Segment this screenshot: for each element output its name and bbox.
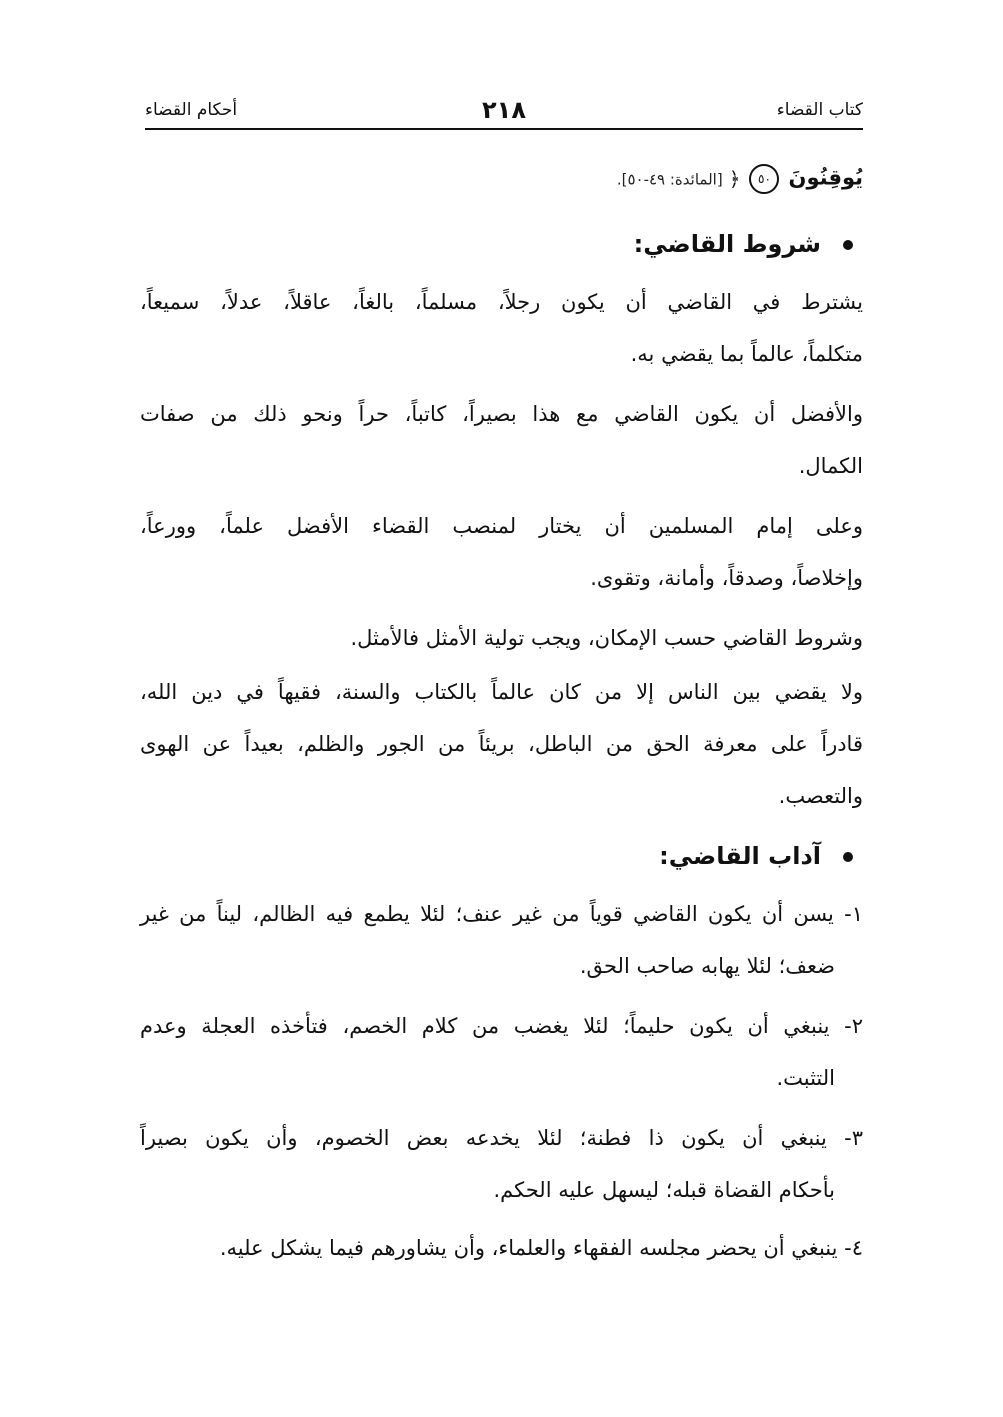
page-number: ٢١٨ (482, 96, 526, 124)
paragraph-line: ولا يقضي بين الناس إلا من كان عالماً بالكتاب والسنة، فقيهاً في دين الله، (140, 680, 863, 704)
paragraph-line: والتعصب. (778, 784, 863, 808)
bullet-icon (843, 240, 853, 250)
header-section-title: أحكام القضاء (145, 100, 238, 120)
verse-reference: [المائدة: ٤٩-٥٠]. (616, 170, 723, 189)
list-item-line: ٢- ينبغي أن يكون حليماً؛ لئلا يغضب من كلام الخصم، فتأخذه العجلة وعدم (140, 1014, 863, 1038)
paragraph-line: وشروط القاضي حسب الإمكان، ويجب تولية الأمثل فالأمثل. (350, 626, 863, 650)
section-heading-text: شروط القاضي: (633, 230, 821, 258)
quran-verse-word: يُوقِنُونَ (788, 165, 863, 190)
paragraph-line: وإخلاصاً، وصدقاً، وأمانة، وتقوى. (590, 566, 863, 590)
paragraph-line: يشترط في القاضي أن يكون رجلاً، مسلماً، بالغاً، عاقلاً، عدلاً، سميعاً، (140, 290, 863, 314)
header-chapter-title: كتاب القضاء (776, 100, 863, 120)
verse-end-line (617, 164, 863, 194)
list-item-line: بأحكام القضاة قبله؛ ليسهل عليه الحكم. (493, 1178, 835, 1202)
header-divider (145, 128, 863, 130)
list-item-line: التثبت. (776, 1066, 835, 1090)
paragraph-line: والأفضل أن يكون القاضي مع هذا بصيراً، كاتباً، حراً ونحو ذلك من صفات (140, 402, 863, 426)
list-item-line: ١- يسن أن يكون القاضي قوياً من غير عنف؛ لئلا يطمع فيه الظالم، ليناً من غير (140, 902, 863, 926)
quran-closing-bracket-icon: ﴿ (728, 167, 741, 191)
paragraph-line: قادراً على معرفة الحق من الباطل، بريئاً من الجور والظلم، بعيداً عن الهوى (140, 732, 863, 756)
section-heading-conditions (634, 232, 863, 256)
section-heading-etiquette (659, 844, 863, 868)
list-item-line: ٣- ينبغي أن يكون ذا فطنة؛ لئلا يخدعه بعض الخصوم، وأن يكون بصيراً (140, 1126, 863, 1150)
section-heading-text: آداب القاضي: (659, 842, 821, 870)
paragraph-line: الكمال. (798, 454, 863, 478)
paragraph-line: متكلماً، عالماً بما يقضي به. (630, 342, 863, 366)
ayah-number-marker: ٥٠ (749, 164, 779, 194)
running-header (145, 96, 863, 128)
paragraph-line: وعلى إمام المسلمين أن يختار لمنصب القضاء الأفضل علماً، وورعاً، (140, 514, 863, 538)
list-item-line: ٤- ينبغي أن يحضر مجلسه الفقهاء والعلماء، وأن يشاورهم فيما يشكل عليه. (219, 1236, 863, 1260)
bullet-icon (843, 852, 853, 862)
list-item-line: ضعف؛ لئلا يهابه صاحب الحق. (579, 954, 835, 978)
